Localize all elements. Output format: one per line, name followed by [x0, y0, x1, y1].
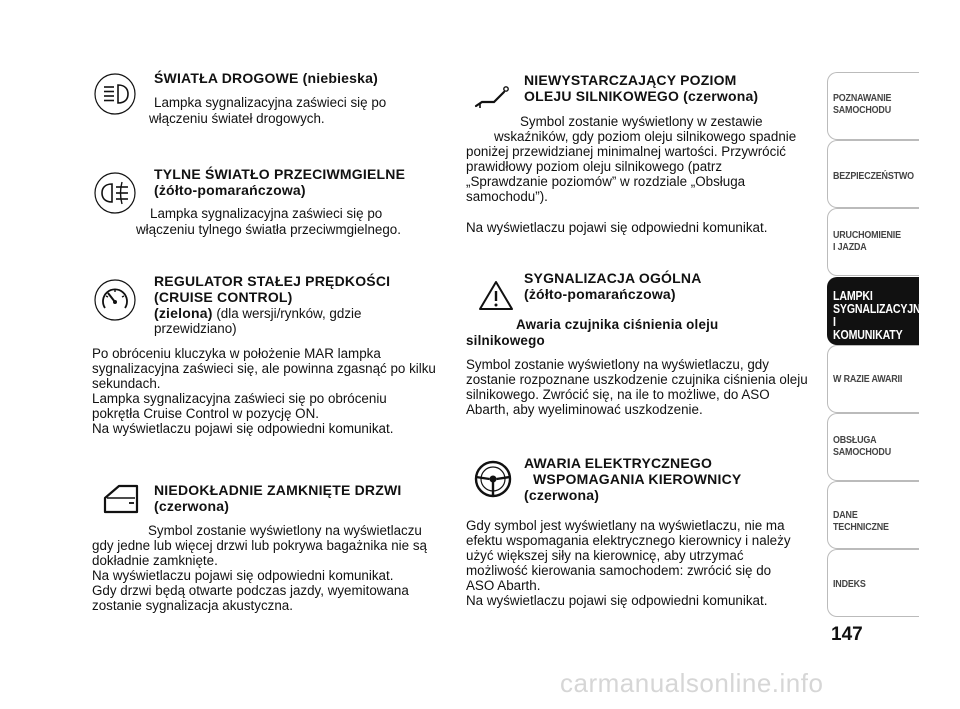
door-body-line: gdy jedne lub więcej drzwi lub pokrywa bagażnika nie są: [92, 538, 427, 553]
tab-label: BEZPIECZEŃSTWO: [833, 170, 914, 182]
rear-fog-line1: Lampka sygnalizacyjna zaświeci się po: [150, 206, 383, 221]
general-title-2: (żółto-pomarańczowa): [524, 286, 676, 302]
tab-label: I KOMUNIKATY: [833, 315, 903, 342]
cruise-color: (zielona): [154, 305, 213, 321]
door-body-line: Symbol zostanie wyświetlony na wyświetlaczu: [148, 523, 422, 538]
tab-dane-techniczne[interactable]: [827, 481, 919, 549]
oil-body-line: samochodu”).: [466, 189, 548, 204]
tab-label: INDEKS: [833, 578, 866, 590]
page-number: 147: [831, 624, 863, 645]
oil-title-2: OLEJU SILNIKOWEGO (czerwona): [524, 88, 759, 104]
cruise-body-line: Po obróceniu kluczyka w położenie MAR lampka: [92, 346, 381, 361]
tab-uruchomienie-i-jazda[interactable]: [827, 208, 919, 276]
high-beam-title: ŚWIATŁA DROGOWE: [154, 70, 299, 86]
tab-label: OBSŁUGA: [833, 434, 877, 446]
door-body: [92, 523, 427, 613]
cruise-body-line: Na wyświetlaczu pojawi się odpowiedni komunikat.: [92, 421, 394, 436]
tab-lampki-sygnalizacyjne[interactable]: [827, 277, 928, 345]
general-title-1: SYGNALIZACJA OGÓLNA: [524, 270, 702, 286]
high-beam-heading: [154, 70, 378, 86]
rear-fog-line2: włączeniu tylnego światła przeciwmgielnego.: [136, 222, 401, 237]
steering-body-line: efektu wspomagania elektrycznego kierownicy i należy: [466, 533, 791, 548]
cruise-body-line: sygnalizacyjna zaświeci się, ale powinna zgasnąć po kilku: [92, 361, 436, 376]
tab-bezpieczenstwo[interactable]: [827, 140, 919, 208]
door-color: (czerwona): [154, 498, 230, 514]
steering-body-line: ASO Abarth.: [466, 578, 541, 593]
steering-body-line: Gdy symbol jest wyświetlany na wyświetlaczu, nie ma: [466, 518, 785, 533]
door-body-line: zostanie sygnalizacja akustyczna.: [92, 598, 293, 613]
oil-body-line: wskaźników, gdy poziom oleju silnikowego spadnie: [494, 129, 797, 144]
tab-label: LAMPKI: [833, 289, 873, 303]
cruise-variant-note: (dla wersji/rynków, gdzie: [212, 306, 362, 321]
general-sub-2: silnikowego: [466, 333, 545, 348]
rear-fog-color: (żółto-pomarańczowa): [154, 182, 306, 198]
cruise-body-line: Lampka sygnalizacyjna zaświeci się po obróceniu: [92, 391, 387, 406]
high-beam-color: (niebieska): [298, 70, 378, 86]
tab-label: URUCHOMIENIE: [833, 229, 901, 241]
high-beam-line2: włączeniu świateł drogowych.: [149, 111, 325, 126]
steering-body-line: użyć większej siły na kierownicę, aby utrzymać: [466, 548, 744, 563]
high-beam-icon: [93, 72, 137, 116]
tab-obsluga-samochodu[interactable]: [827, 413, 919, 481]
cruise-body-line: pokrętła Cruise Control w pozycję ON.: [92, 406, 319, 421]
steering-title-1: AWARIA ELEKTRYCZNEGO: [524, 455, 713, 471]
tab-poznawanie-samochodu[interactable]: [827, 72, 919, 140]
oil-body-line: „Sprawdzanie poziomów” w rozdziale „Obsługa: [466, 174, 746, 189]
general-body: [466, 357, 808, 417]
tab-label: SAMOCHODU: [833, 104, 891, 116]
high-beam-line1: Lampka sygnalizacyjna zaświeci się po: [154, 95, 387, 110]
steering-body: [466, 518, 791, 608]
oil-title-1: NIEWYSTARCZAJĄCY POZIOM: [524, 72, 737, 88]
oil-body: [466, 114, 796, 204]
rear-fog-title: TYLNE ŚWIATŁO PRZECIWMGIELNE: [154, 166, 406, 182]
general-body-line: Symbol zostanie wyświetlony na wyświetlaczu, gdy: [466, 357, 769, 372]
tab-label: TECHNICZNE: [833, 521, 889, 533]
cruise-body-line: sekundach.: [92, 376, 161, 391]
tab-indeks[interactable]: [827, 549, 919, 617]
general-body-line: silnikowego. Zwrócić się, na ile to możliwe, do ASO: [466, 387, 770, 402]
cruise-title-1: REGULATOR STAŁEJ PRĘDKOŚCI: [154, 273, 391, 289]
rear-fog-icon: [93, 171, 137, 215]
tab-label: DANE: [833, 509, 858, 521]
door-open-icon: [99, 478, 143, 522]
steering-body-line: możliwość kierowania samochodem: zwrócić się do: [466, 563, 772, 578]
oil-body-line: poniżej przewidzianej minimalnej wartości. Przywrócić: [466, 144, 786, 159]
general-body-line: Abarth, aby wyeliminować uszkodzenie.: [466, 402, 703, 417]
door-title: NIEDOKŁADNIE ZAMKNIĘTE DRZWI: [154, 482, 402, 498]
tab-label: I JAZDA: [833, 241, 867, 253]
steering-title-3: (czerwona): [524, 487, 600, 503]
steering-body-line: Na wyświetlaczu pojawi się odpowiedni komunikat.: [466, 593, 768, 608]
oil-note: Na wyświetlaczu pojawi się odpowiedni komunikat.: [466, 220, 768, 235]
steering-wheel-icon: [471, 457, 515, 501]
oil-body-line: prawidłowy poziom oleju silnikowego (patrz: [466, 159, 723, 174]
tab-label: SAMOCHODU: [833, 446, 891, 458]
tab-w-razie-awarii[interactable]: [827, 345, 919, 413]
cruise-body: [92, 346, 436, 436]
door-body-line: Na wyświetlaczu pojawi się odpowiedni komunikat.: [92, 568, 394, 583]
cruise-title-2: (CRUISE CONTROL): [154, 289, 293, 305]
cruise-control-icon: [93, 278, 137, 322]
general-body-line: zostanie rozpoznane uszkodzenie czujnika ciśnienia oleju: [466, 372, 808, 387]
door-body-line: Gdy drzwi będą otwarte podczas jazdy, wyemitowana: [92, 583, 409, 598]
door-body-line: dokładnie zamknięte.: [92, 553, 218, 568]
tab-label: POZNAWANIE: [833, 92, 892, 104]
steering-title-2: WSPOMAGANIA KIEROWNICY: [533, 471, 742, 487]
tab-label: SYGNALIZACYJNE: [833, 302, 928, 316]
cruise-title-4: przewidziano): [154, 321, 237, 336]
watermark-text: carmanualsonline.info: [560, 668, 824, 698]
tab-label: W RAZIE AWARII: [833, 373, 903, 385]
general-sub-1: Awaria czujnika ciśnienia oleju: [516, 317, 719, 332]
warning-triangle-icon: [474, 274, 518, 318]
oil-body-line: Symbol zostanie wyświetlony w zestawie: [520, 114, 763, 129]
